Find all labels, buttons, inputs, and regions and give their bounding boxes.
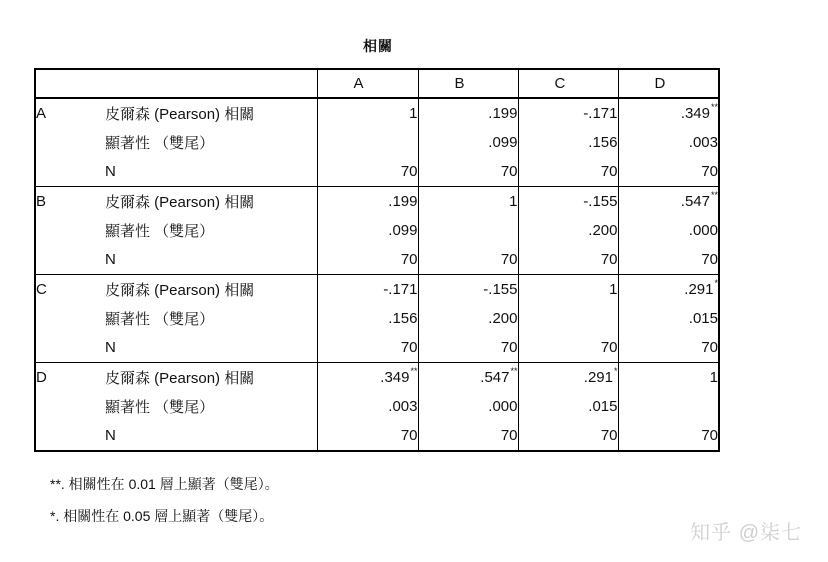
cell-value: 70	[701, 339, 718, 356]
cell-value: -.155	[583, 193, 618, 210]
cell-value: 1	[609, 281, 618, 298]
cell-value: .015	[688, 310, 718, 327]
cell-value: .200	[588, 222, 618, 239]
cell-value: .291	[684, 281, 714, 298]
value-cell	[418, 157, 518, 187]
value-cell	[518, 98, 618, 128]
statistic-label: 皮爾森 (Pearson) 相關	[105, 363, 317, 393]
table-row	[35, 421, 719, 451]
cell-value: -.171	[583, 105, 618, 122]
value-cell	[618, 333, 719, 363]
table-row	[35, 245, 719, 275]
cell-value: 70	[400, 163, 418, 180]
table-row	[35, 128, 719, 157]
value-cell	[317, 421, 418, 451]
value-cell	[518, 275, 618, 305]
value-cell	[418, 216, 518, 245]
statistic-label: N	[105, 421, 317, 451]
value-cell	[518, 128, 618, 157]
statistic-label: 顯著性 （雙尾）	[105, 304, 317, 333]
value-cell	[618, 128, 719, 157]
value-cell	[418, 98, 518, 128]
cell-value: .099	[388, 222, 418, 239]
cell-value: -.171	[383, 281, 418, 298]
significance-marker: *	[613, 366, 618, 376]
cell-value: .547	[480, 369, 510, 386]
value-cell	[317, 187, 418, 217]
value-cell	[618, 245, 719, 275]
value-cell	[317, 157, 418, 187]
value-cell	[618, 157, 719, 187]
statistic-label: N	[105, 245, 317, 275]
cell-value: 70	[600, 163, 618, 180]
value-cell	[518, 216, 618, 245]
table-title: 相關	[363, 38, 393, 54]
value-cell	[418, 333, 518, 363]
value-cell	[518, 245, 618, 275]
value-cell	[518, 304, 618, 333]
row-group-label: D	[35, 363, 105, 393]
cell-value: .200	[488, 310, 518, 327]
statistic-label: 皮爾森 (Pearson) 相關	[105, 187, 317, 217]
value-cell	[618, 216, 719, 245]
significance-marker: **	[410, 366, 418, 376]
statistic-label: 顯著性 （雙尾）	[105, 128, 317, 157]
value-cell	[317, 245, 418, 275]
value-cell	[618, 363, 719, 393]
value-cell	[518, 363, 618, 393]
cell-value: .156	[388, 310, 418, 327]
cell-value: 70	[701, 427, 718, 444]
value-cell	[317, 363, 418, 393]
cell-value: .547	[680, 193, 710, 210]
watermark: 知乎 @柒七	[690, 522, 802, 544]
value-cell	[618, 392, 719, 421]
cell-value: 1	[409, 105, 418, 122]
row-group-label	[35, 157, 105, 187]
cell-value: -.155	[483, 281, 518, 298]
value-cell	[418, 421, 518, 451]
cell-value: 70	[500, 251, 518, 268]
table-row	[35, 157, 719, 187]
value-cell	[317, 98, 418, 128]
row-group-label	[35, 333, 105, 363]
cell-value: .015	[588, 398, 618, 415]
footnote-001: **. 相關性在 0.01 層上顯著（雙尾）。	[50, 476, 279, 492]
cell-value: .156	[588, 134, 618, 151]
row-group-label: B	[35, 187, 105, 217]
cell-value: .199	[388, 193, 418, 210]
cell-value: .349	[680, 105, 710, 122]
value-cell	[418, 128, 518, 157]
column-header: C	[518, 69, 618, 98]
statistic-label: 顯著性 （雙尾）	[105, 216, 317, 245]
value-cell	[518, 157, 618, 187]
correlation-table	[34, 68, 720, 452]
value-cell	[317, 275, 418, 305]
row-group-label	[35, 245, 105, 275]
table-row	[35, 363, 719, 393]
significance-marker: **	[510, 366, 518, 376]
value-cell	[317, 333, 418, 363]
cell-value: .199	[488, 105, 518, 122]
value-cell	[418, 245, 518, 275]
value-cell	[418, 187, 518, 217]
table-row	[35, 275, 719, 305]
significance-marker: *	[714, 278, 718, 288]
header-corner	[35, 69, 317, 98]
footnote-005: *. 相關性在 0.05 層上顯著（雙尾）。	[50, 508, 274, 524]
value-cell	[317, 392, 418, 421]
value-cell	[317, 216, 418, 245]
column-header: A	[317, 69, 418, 98]
table-row	[35, 333, 719, 363]
cell-value: 70	[701, 163, 718, 180]
value-cell	[418, 392, 518, 421]
cell-value: .000	[688, 222, 718, 239]
table-row	[35, 304, 719, 333]
value-cell	[317, 128, 418, 157]
cell-value: 70	[600, 427, 618, 444]
statistic-label: 皮爾森 (Pearson) 相關	[105, 275, 317, 305]
value-cell	[618, 98, 719, 128]
value-cell	[518, 187, 618, 217]
cell-value: 1	[709, 369, 718, 386]
cell-value: .291	[583, 369, 613, 386]
row-group-label	[35, 392, 105, 421]
value-cell	[518, 421, 618, 451]
cell-value: 70	[500, 339, 518, 356]
row-group-label: A	[35, 98, 105, 128]
cell-value: .349	[380, 369, 410, 386]
row-group-label	[35, 304, 105, 333]
cell-value: .003	[388, 398, 418, 415]
table-row	[35, 216, 719, 245]
value-cell	[618, 187, 719, 217]
cell-value: .099	[488, 134, 518, 151]
value-cell	[418, 275, 518, 305]
value-cell	[518, 333, 618, 363]
cell-value: 70	[701, 251, 718, 268]
value-cell	[317, 304, 418, 333]
cell-value: 70	[400, 251, 418, 268]
value-cell	[418, 363, 518, 393]
value-cell	[418, 304, 518, 333]
row-group-label: C	[35, 275, 105, 305]
cell-value: 70	[400, 339, 418, 356]
cell-value: 70	[400, 427, 418, 444]
cell-value: 70	[500, 163, 518, 180]
significance-marker: **	[710, 190, 718, 200]
statistic-label: 顯著性 （雙尾）	[105, 392, 317, 421]
value-cell	[618, 275, 719, 305]
row-group-label	[35, 421, 105, 451]
table-row	[35, 187, 719, 217]
statistic-label: N	[105, 157, 317, 187]
column-header: D	[618, 69, 719, 98]
statistic-label: N	[105, 333, 317, 363]
cell-value: .003	[688, 134, 718, 151]
significance-marker: **	[710, 102, 718, 112]
cell-value: 70	[600, 339, 618, 356]
table-body	[35, 98, 719, 451]
value-cell	[518, 392, 618, 421]
cell-value: 70	[600, 251, 618, 268]
cell-value: 70	[500, 427, 518, 444]
value-cell	[618, 421, 719, 451]
column-header: B	[418, 69, 518, 98]
cell-value: 1	[509, 193, 518, 210]
header-row	[35, 69, 719, 98]
table-row	[35, 392, 719, 421]
row-group-label	[35, 128, 105, 157]
value-cell	[618, 304, 719, 333]
row-group-label	[35, 216, 105, 245]
cell-value: .000	[488, 398, 518, 415]
statistic-label: 皮爾森 (Pearson) 相關	[105, 98, 317, 128]
table-row	[35, 98, 719, 128]
